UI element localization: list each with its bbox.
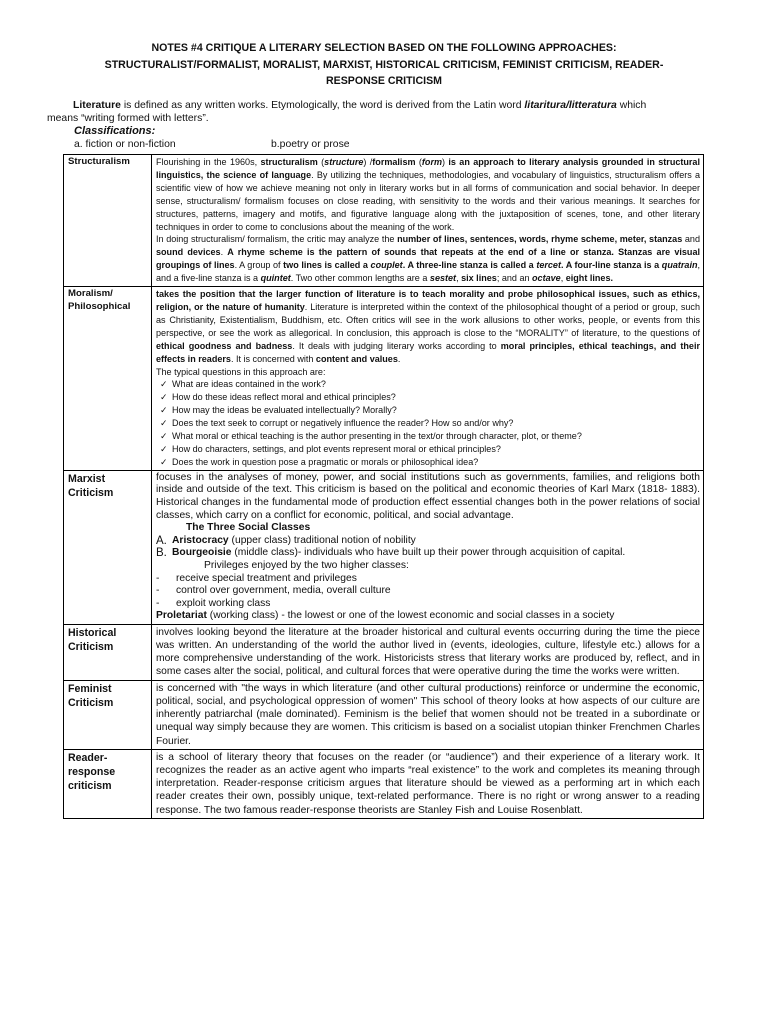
intro-def-1: is defined as any written works. Etymologically, the word is derived from the Latin word <box>120 100 525 111</box>
questions-list <box>156 378 700 468</box>
row-label-feminist: Feminist Criticism <box>64 680 152 749</box>
classifications-heading: Classifications: <box>74 125 156 137</box>
class-b: b.poetry or prose <box>271 139 350 150</box>
list-item: ✓ Does the work in question pose a pragmatic or morals or philosophical idea? <box>160 456 479 467</box>
intro-term: Literature <box>73 100 121 111</box>
classifications-row <box>47 138 707 151</box>
approaches-table <box>63 154 704 819</box>
row-label-historical: Historical Criticism <box>64 624 152 680</box>
intro-latin: litaritura/litteratura <box>524 100 617 111</box>
table-row-reader-response <box>64 749 704 818</box>
intro-paragraph <box>47 99 707 151</box>
table-row-feminist <box>64 680 704 749</box>
table-row-historical <box>64 624 704 680</box>
table-row-structuralism <box>64 155 704 287</box>
row-text-historical: involves looking beyond the literature at the broader historical and cultural events occurring during the time the piece was written. An understanding of the world the author lived in (events, ideologies, culture, lifestyle etc.) allows for a more comprehensive understanding of the work. Historicists stress that literary works are produced by, reflect, and in some cases alter the social, political, and cultural forces that were operative during the time the works were written. <box>152 624 704 680</box>
checkmark-icon: ✓ <box>160 392 168 403</box>
row-label-moralism: Moralism/ Philosophical <box>64 287 152 471</box>
intro-def-2: which <box>616 100 647 111</box>
checkmark-icon: ✓ <box>160 443 168 454</box>
row-label-reader-response: Reader-response criticism <box>64 749 152 818</box>
social-classes-heading: The Three Social Classes <box>186 522 311 534</box>
marxist-paragraph: focuses in the analyses of money, power, and social institutions such as governments, families, and religions both inside and outside of the text. This criticism is based on the political and economic theories of Karl Marx (1818- 1883). Historical changes in the fundamental mode of production effect essential changes both in the power relations of social classes, which carry on a conflict for economic, political, and social advantage. <box>156 471 700 521</box>
class-a-item: A. Aristocracy (upper class) traditional notion of nobility <box>156 534 416 547</box>
row-text-structuralism: Flourishing in the 1960s, structuralism (structure) /formalism (form) is an approach to literary analysis grounded in structural linguistics, the science of language. By utilizing the techniques, methodologies, and vocabulary of linguistics, structuralism offers a scientific view of how we achieve meaning not only in literary works but in all forms of communication and social behavior. In deeper sense, structuralism/ formalism focuses on close reading, with sensitivity to the words and their various meanings. It searches for structures, patterns, imagery and motifs, and figurative language along with the juxtaposition of scenes, tone, and other literary techniques in order to come to conclusions about the meaning of the work. In doing structuralism/ formalism, the critic may analyze the number of lines, sentences, words, rhyme scheme, meter, stanzas and sound devices. A rhyme scheme is the pattern of sounds that repeats at the end of a line or stanza. Stanzas are visual groupings of lines. A group of two lines is called a couplet. A three-line stanza is called a tercet. A four-line stanza is a quatrain, and a five-line stanza is a quintet. Two other common lengths are a sestet, six lines; and an octave, eight lines. <box>152 155 704 287</box>
list-item: ✓ What moral or ethical teaching is the author presenting in the text/or through character, plot, or theme? <box>160 431 582 442</box>
list-item: ✓ How may the ideas be evaluated intellectually? Morally? <box>160 405 397 416</box>
checkmark-icon: ✓ <box>160 405 168 416</box>
table-row-moralism <box>64 287 704 471</box>
privileges-heading: Privileges enjoyed by the two higher classes: <box>204 559 409 571</box>
class-a: a. fiction or non-fiction <box>74 139 176 150</box>
questions-intro: The typical questions in this approach are: <box>156 366 326 377</box>
row-text-marxist <box>152 470 704 624</box>
list-item: - control over government, media, overall culture <box>156 585 391 597</box>
title-line-1: NOTES #4 CRITIQUE A LITERARY SELECTION BASED ON THE FOLLOWING APPROACHES: <box>151 42 617 54</box>
row-text-moralism: takes the position that the larger function of literature is to teach morality and probe philosophical issues, such as ethics, religion, or the nature of humanity. Literature is interpreted within the context of the philosophical thought of a period or group, such as Christianity, Existentialism, Buddhism, etc. Often critics will see in the work allusions to other works, people, or events from this perspective, or see the work as allegorical. In conclusion, this approach is close to the “MORALITY” of literature, to the questions of ethical goodness and badness. It deals with judging literary works according to moral principles, ethical teachings, and their effects in readers. It is concerned with content and values. The typical questions in this approach are: ✓ What are ideas contained in the work? ✓ How do these ideas reflect moral and ethical principles? ✓ How may the ideas be evaluated intellectually? Morally? ✓ Does the text seek to corrupt or negatively influence the reader? How so and/or why? ✓ What moral or ethical teaching is the author presenting in the text/or through character, plot, or theme? ✓ How do characters, settings, and plot events represent moral or ethical principles? ✓ Does the work in question pose a pragmatic or morals or philosophical idea? <box>152 287 704 471</box>
checkmark-icon: ✓ <box>160 379 168 390</box>
row-label-structuralism: Structuralism <box>64 155 152 287</box>
list-item: - exploit working class <box>156 597 271 609</box>
list-item: ✓ How do these ideas reflect moral and ethical principles? <box>160 392 396 403</box>
row-label-marxist: Marxist Criticism <box>64 470 152 624</box>
title-line-3: RESPONSE CRITICISM <box>326 75 442 87</box>
list-item: ✓ Does the text seek to corrupt or negatively influence the reader? How so and/or why? <box>160 418 514 429</box>
title-line-2: STRUCTURALIST/FORMALIST, MORALIST, MARXIST, HISTORICAL CRITICISM, FEMINIST CRITICISM, READER- <box>104 58 664 71</box>
list-item: ✓ What are ideas contained in the work? <box>160 379 326 390</box>
checkmark-icon: ✓ <box>160 456 168 467</box>
row-text-reader-response: is a school of literary theory that focuses on the reader (or “audience”) and their experience of a literary work. It recognizes the reader as an active agent who imparts “real existence” to the work and completes its meaning through interpretation. Reader-response criticism argues that literature should be viewed as a performing art in which each reader creates their own, possibly unique, text-related performance. There is no right or wrong answer to a reading response. The two famous reader-response theorists are Stanley Fish and Louise Rosenblatt. <box>152 749 704 818</box>
list-item: ✓ How do characters, settings, and plot events represent moral or ethical principles? <box>160 443 501 454</box>
intro-line-2: means “writing formed with letters”. <box>47 113 209 124</box>
list-item: - receive special treatment and privileges <box>156 572 357 584</box>
row-text-feminist: is concerned with "the ways in which literature (and other cultural productions) reinforce or undermine the economic, political, social, and psychological oppression of women" This school of theory looks at how aspects of our culture are inherently patriarchal (male dominated). Feminism is the belief that women should not be treated in a subordinate or unequal way simply because they are women. This criticism is based on a socialist utopian thinker Frenchmen Charles Fourier. <box>152 680 704 749</box>
class-b-item: B. Bourgeoisie (middle class)- individuals who have built up their power through acquisition of capital. <box>156 547 626 560</box>
checkmark-icon: ✓ <box>160 431 168 442</box>
table-row-marxist <box>64 470 704 624</box>
checkmark-icon: ✓ <box>160 418 168 429</box>
proletariat-line: Proletariat (working class) - the lowest or one of the lowest economic and social classes in a society <box>156 610 615 622</box>
page-title <box>40 40 728 90</box>
